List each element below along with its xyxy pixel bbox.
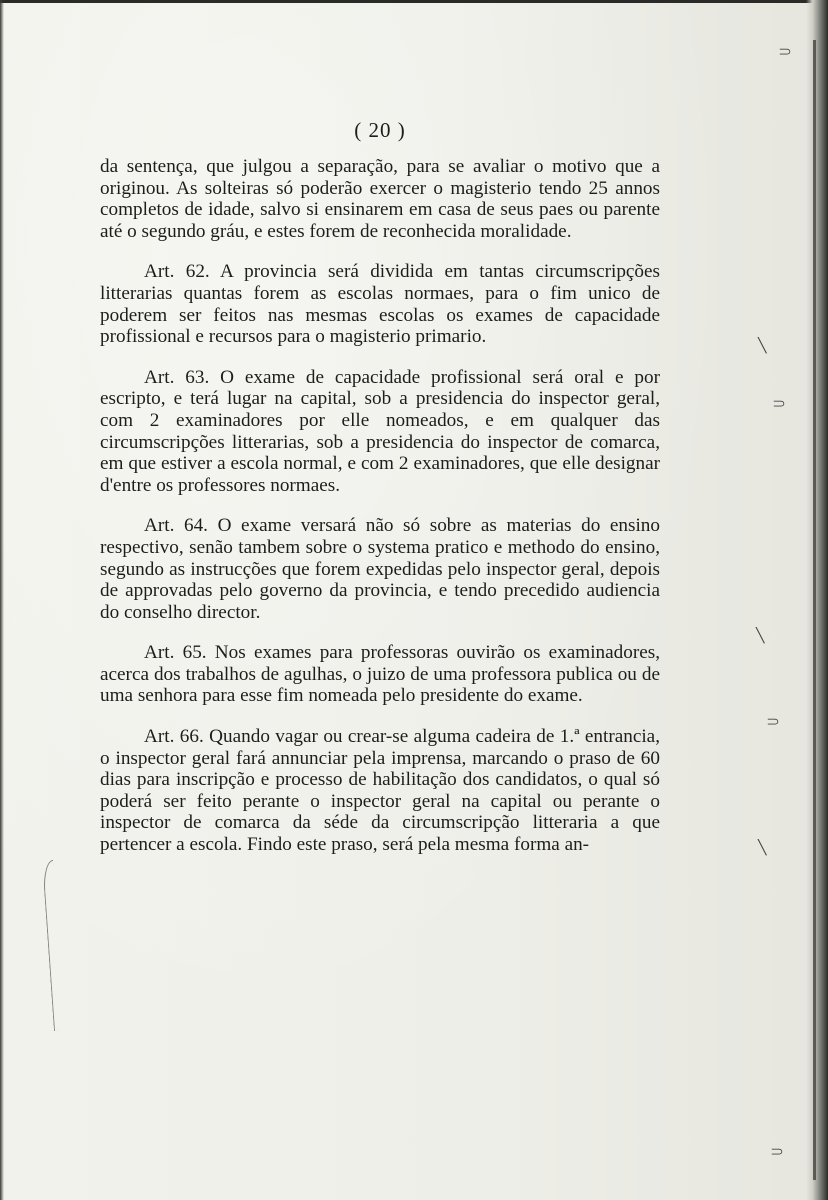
page-top-edge xyxy=(0,0,828,3)
margin-mark: ⸧ xyxy=(770,394,788,415)
article-62: Art. 62. A provincia será dividida em tantas circumscripções litterarias quantas forem as escolas normaes, para o fim unico de poderem ser feitos nas mesmas escolas os exames de capacidade profissional e recursos para o magisterio primario. xyxy=(100,261,660,348)
page-left-edge xyxy=(0,0,4,1200)
margin-mark: ╲ xyxy=(758,840,767,856)
page-number: ( 20 ) xyxy=(354,118,406,142)
margin-mark: ⸧ xyxy=(768,1142,786,1163)
article-63: Art. 63. O exame de capacidade profissional será oral e por escripto, e terá lugar na capital, sob a presidencia do inspector geral, com 2 examinadores por elle nomeados, e em qualquer das circumscripções litterarias, sob a presidencia do inspector de comarca, em que estiver a escola normal, e com 2 examinadores, que elle designar d'entre os professores normaes. xyxy=(100,366,660,496)
handwritten-margin-bracket xyxy=(42,860,65,1031)
paragraph-continuation: da sentença, que julgou a separação, para se avaliar o motivo que a originou. As solteiras só poderão exercer o magisterio tendo 25 annos completos de idade, salvo si ensinarem em casa de seus paes ou parente até o segundo gráu, e estes forem de reconhecida moralidade. xyxy=(100,156,660,242)
article-64: Art. 64. O exame versará não só sobre as materias do ensino respectivo, senão tambem sobre o systema pratico e methodo do ensino, segundo as instrucções que forem expedidas pelo inspector geral, depois de approvadas pelo governo da provincia, e tendo precedido audiencia do conselho director. xyxy=(100,515,660,623)
article-66: Art. 66. Quando vagar ou crear-se alguma cadeira de 1.ª entrancia, o inspector geral fará annunciar pela imprensa, marcando o praso de 60 dias para inscripção e processo de habilitação dos candidatos, o qual só poderá ser feito perante o inspector geral na capital ou perante o inspector de comarca da séde da circumscripção litteraria a que pertencer a escola. Findo este praso, será pela mesma forma an- xyxy=(100,726,660,856)
margin-mark: ╲ xyxy=(758,338,767,354)
margin-mark: ╲ xyxy=(756,628,765,644)
spine-binding-line xyxy=(813,40,816,1180)
body-text xyxy=(100,156,660,856)
margin-mark: ⸧ xyxy=(764,712,782,733)
article-65: Art. 65. Nos exames para professoras ouvirão os examinadores, acerca dos trabalhos de agulhas, o juizo de uma professora publica ou de uma senhora para esse fim nomeada pelo presidente do exame. xyxy=(100,642,660,707)
margin-mark: ⸧ xyxy=(776,42,794,63)
book-spine xyxy=(806,0,828,1200)
